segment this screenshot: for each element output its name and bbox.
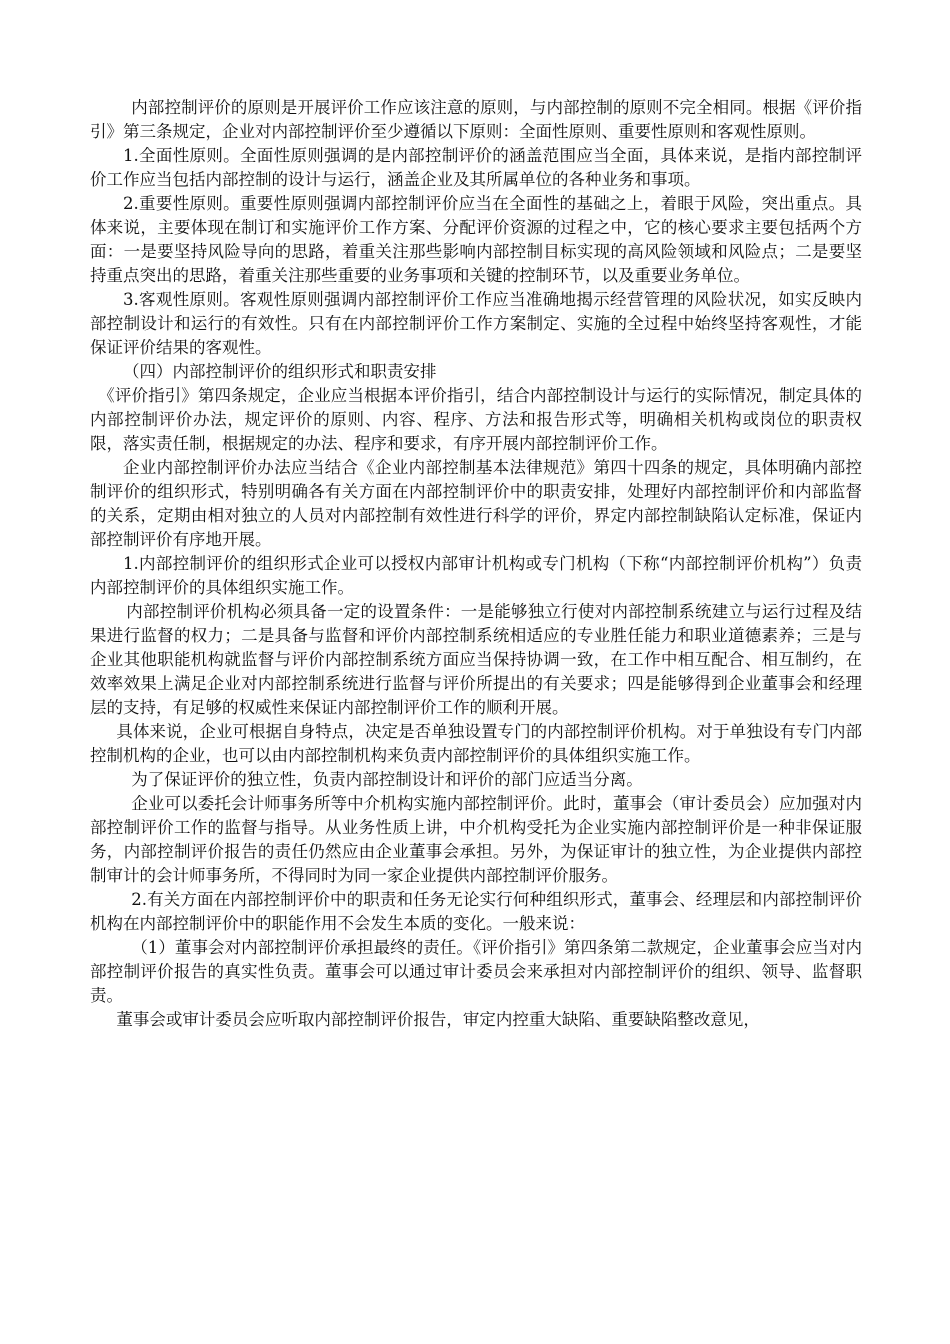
paragraph-independence: 为了保证评价的独立性，负责内部控制设计和评价的部门应适当分离。 — [131, 770, 643, 789]
section-heading-organization: （四）内部控制评价的组织形式和职责安排 — [123, 362, 437, 381]
paragraph-importance: 2.重要性原则。重要性原则强调内部控制评价应当在全面性的基础之上，着眼于风险，突出重点。具体来说，主要体现在制订和实施评价工作方案、分配评价资源的过程之中，它的核心要求主要包括两个方面：一是要坚持风险导向的思路，着重关注那些影响内部控制目标实现的高风险领域和风险点；二是要坚持重点突出的思路，着重关注那些重要的业务事项和关键的控制环节，以及重要业务单位。 — [90, 194, 862, 285]
paragraph-evaluation-method: 企业内部控制评价办法应当结合《企业内部控制基本法律规范》第四十四条的规定，具体明确内部控制评价的组织形式，特别明确各有关方面在内部控制评价中的职责安排，处理好内部控制评价和内部监督的关系，定期由相对独立的人员对内部控制有效性进行科学的评价，界定内部控制缺陷认定标准，保证内部控制评价有序地开展。 — [90, 458, 862, 549]
paragraph-board-review: 董事会或审计委员会应听取内部控制评价报告，审定内控重大缺陷、重要缺陷整改意见， — [116, 1010, 760, 1029]
paragraph-article-four: 《评价指引》第四条规定，企业应当根据本评价指引，结合内部控制设计与运行的实际情况，制定具体的内部控制评价办法，规定评价的原则、内容、程序、方法和报告形式等，明确相关机构或岗位的职责权限，落实责任制，根据规定的办法、程序和要求，有序开展内部控制评价工作。 — [90, 386, 862, 453]
paragraph-board-duty: （1）董事会对内部控制评价承担最终的责任。《评价指引》第四条第二款规定，企业董事会应当对内部控制评价报告的真实性负责。董事会可以通过审计委员会来承担对内部控制评价的组织、领导、监督职责。 — [90, 938, 862, 1005]
paragraph-intermediary: 企业可以委托会计师事务所等中介机构实施内部控制评价。此时，董事会（审计委员会）应加强对内部控制评价工作的监督与指导。从业务性质上讲，中介机构受托为企业实施内部控制评价是一种非保证服务，内部控制评价报告的责任仍然应由企业董事会承担。另外，为保证审计的独立性，为企业提供内部控制审计的会计师事务所，不得同时为同一家企业提供内部控制评价服务。 — [90, 794, 862, 885]
paragraph-comprehensiveness: 1.全面性原则。全面性原则强调的是内部控制评价的涵盖范围应当全面，具体来说，是指内部控制评价工作应当包括内部控制的设计与运行，涵盖企业及其所属单位的各种业务和事项。 — [90, 146, 862, 189]
paragraph-principles-intro: 内部控制评价的原则是开展评价工作应该注意的原则，与内部控制的原则不完全相同。根据《评价指引》第三条规定，企业对内部控制评价至少遵循以下原则：全面性原则、重要性原则和客观性原则。 — [90, 98, 862, 141]
paragraph-dedicated-body: 具体来说，企业可根据自身特点，决定是否单独设置专门的内部控制评价机构。对于单独设有专门内部控制机构的企业，也可以由内部控制机构来负责内部控制评价的具体组织实施工作。 — [90, 722, 862, 765]
paragraph-objectivity: 3.客观性原则。客观性原则强调内部控制评价工作应当准确地揭示经营管理的风险状况，如实反映内部控制设计和运行的有效性。只有在内部控制评价工作方案制定、实施的全过程中始终坚持客观性，才能保证评价结果的客观性。 — [90, 290, 862, 357]
paragraph-setup-conditions: 内部控制评价机构必须具备一定的设置条件：一是能够独立行使对内部控制系统建立与运行过程及结果进行监督的权力；二是具备与监督和评价内部控制系统相适应的专业胜任能力和职业道德素养；三是与企业其他职能机构就监督与评价内部控制系统方面应当保持协调一致，在工作中相互配合、相互制约，在效率效果上满足企业对内部控制系统进行监督与评价所提出的有关要求；四是能够得到企业董事会和经理层的支持，有足够的权威性来保证内部控制评价工作的顺利开展。 — [90, 602, 862, 717]
paragraph-organization-form: 1.内部控制评价的组织形式企业可以授权内部审计机构或专门机构（下称“内部控制评价机构”）负责内部控制评价的具体组织实施工作。 — [90, 554, 862, 597]
paragraph-responsibilities: 2.有关方面在内部控制评价中的职责和任务无论实行何种组织形式，董事会、经理层和内部控制评价机构在内部控制评价中的职能作用不会发生本质的变化。一般来说： — [90, 890, 862, 933]
document-body — [90, 96, 862, 1032]
